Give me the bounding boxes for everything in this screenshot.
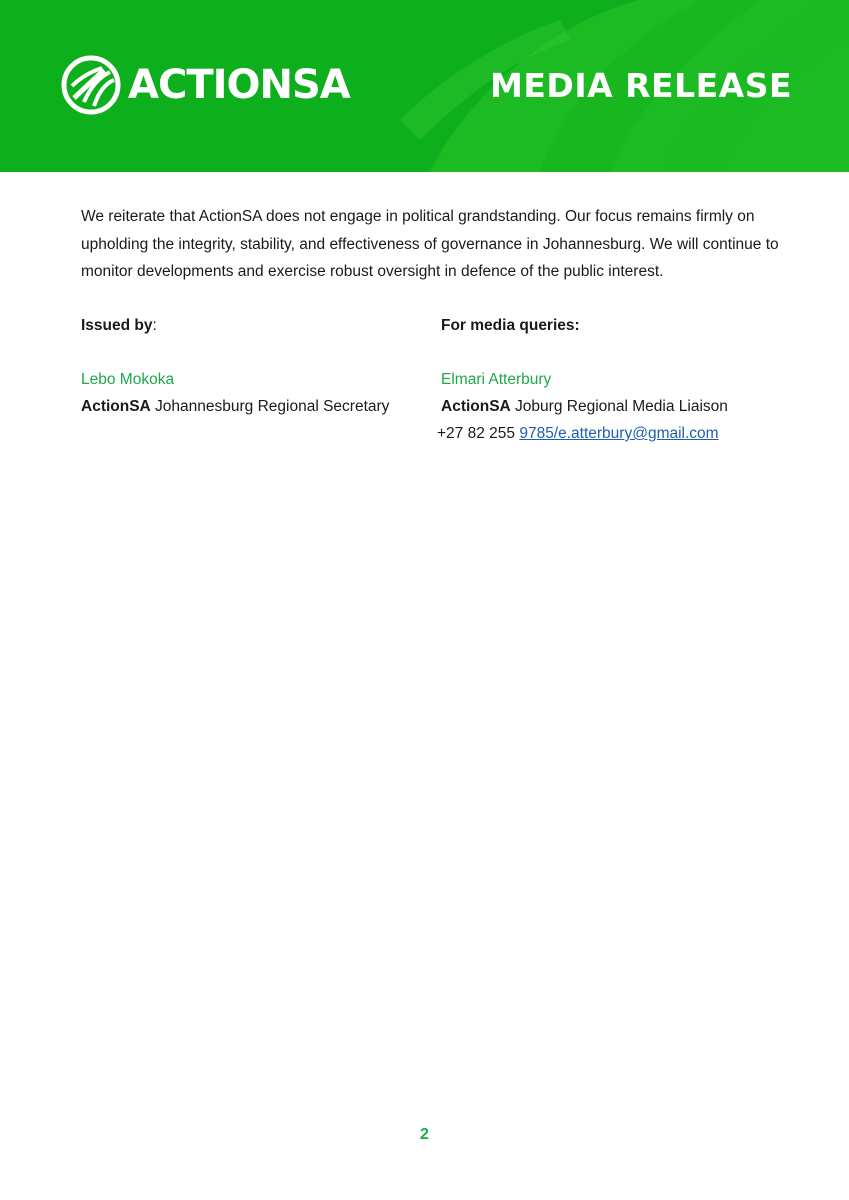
media-contact-org: ActionSA: [441, 398, 511, 415]
issued-by-name: Lebo Mokoka: [81, 371, 175, 388]
issued-by-org: ActionSA: [81, 398, 151, 415]
media-contact-phone: +27 82 255: [437, 425, 520, 442]
media-contact-line: [437, 420, 771, 447]
actionsa-logo-icon: [60, 54, 122, 116]
body-paragraph: We reiterate that ActionSA does not engage in political grandstanding. Our focus remains firmly on upholding the integrity, stability, and effectiveness of governance in Johannesburg. We will continue to monitor developments and exercise robust oversight in defence of the public interest.: [81, 208, 779, 280]
media-queries-heading: For media queries:: [441, 317, 580, 334]
issued-by-heading: Issued by:: [81, 317, 157, 334]
media-contact-role: Joburg Regional Media Liaison: [510, 398, 728, 415]
media-queries-column: [437, 312, 771, 447]
issued-by-role-line: [81, 393, 421, 420]
media-release-title: MEDIA RELEASE: [490, 66, 792, 105]
actionsa-logo: [60, 54, 350, 116]
media-contact-role-line: [441, 393, 771, 420]
media-contact-email-link[interactable]: 9785/e.atterbury@gmail.com: [519, 425, 719, 442]
media-contact-name: Elmari Atterbury: [441, 371, 552, 388]
issued-by-role: Johannesburg Regional Secretary: [150, 398, 390, 415]
issued-by-column: [81, 312, 421, 420]
page-number: 2: [420, 1126, 429, 1143]
logo-wordmark: ACTIONSA: [128, 62, 350, 108]
header-banner: [0, 0, 849, 172]
